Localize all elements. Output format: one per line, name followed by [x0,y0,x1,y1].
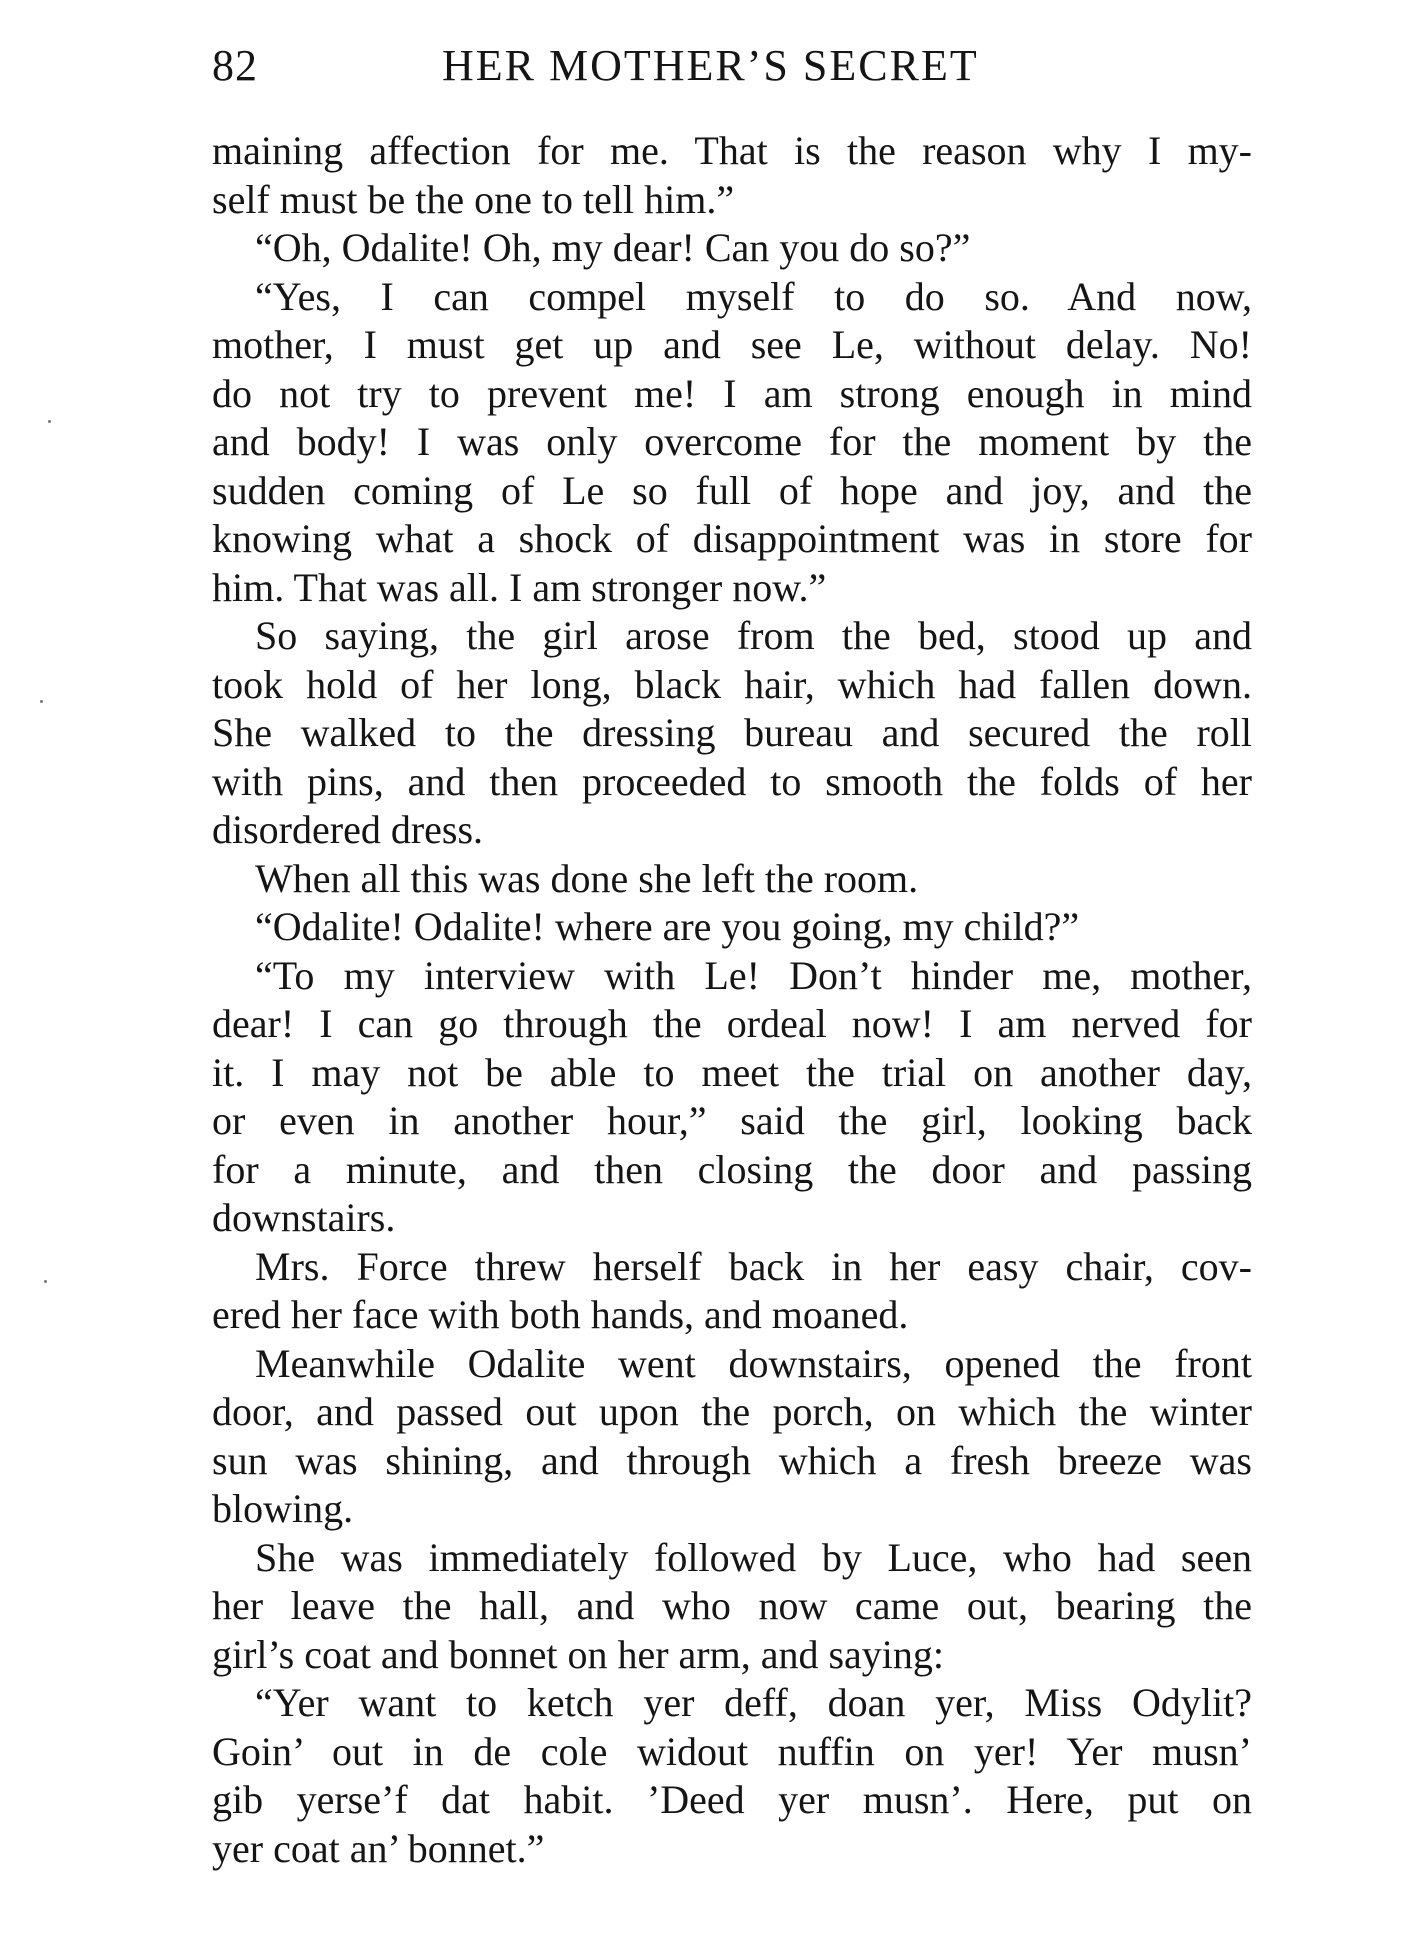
text-line: Meanwhile Odalite went downstairs, opened the front [255,1340,1252,1386]
text-line: self must be the one to tell him.” [212,176,735,222]
text-line: sun was shining, and through which a fresh breeze was [212,1437,1252,1483]
text-line: her leave the hall, and who now came out, bearing the [212,1583,1252,1628]
text-line: and body! I was only overcome for the moment by the [212,419,1252,464]
text-line: Mrs. Force threw herself back in her easy chair, cov- [255,1243,1252,1289]
text-line: knowing what a shock of disappointment was in store for [212,516,1252,561]
text-line: do not try to prevent me! I am strong enough in mind [212,370,1252,416]
text-line: She was immediately followed by Luce, who had seen [255,1534,1252,1580]
text-line: “Yer want to ketch yer deff, doan yer, Miss Odylit? [255,1680,1252,1725]
text-line: gib yerse’f dat habit. ’Deed yer musn’. Here, put on [212,1777,1252,1822]
page-number: 82 [212,41,258,90]
text-line: for a minute, and then closing the door and passing [212,1146,1252,1192]
text-line: it. I may not be able to meet the trial on another day, [212,1049,1252,1095]
text-line: Goin’ out in de cole widout nuffin on yer! Yer musn’ [212,1728,1252,1774]
scan-speck [48,420,51,423]
text-line: mother, I must get up and see Le, without delay. No! [212,322,1252,367]
text-line: downstairs. [212,1195,396,1240]
text-line: disordered dress. [212,807,484,852]
body-text [212,127,1252,1873]
page-header [212,36,1252,96]
text-line: dear! I can go through the ordeal now! I am nerved for [212,1001,1252,1046]
text-line: blowing. [212,1486,354,1531]
text-line: “To my interview with Le! Don’t hinder me, mother, [255,952,1252,998]
text-line: “Oh, Odalite! Oh, my dear! Can you do so?” [255,225,971,270]
scan-speck [44,1280,47,1283]
text-line: or even in another hour,” said the girl, looking back [212,1098,1252,1143]
text-line: When all this was done she left the room. [255,855,919,901]
text-line: maining affection for me. That is the reason why I my- [212,128,1252,173]
text-line: yer coat an’ bonnet.” [212,1825,545,1871]
running-title: HER MOTHER’S SECRET [442,41,979,90]
text-line: door, and passed out upon the porch, on which the winter [212,1389,1252,1434]
text-line: with pins, and then proceeded to smooth the folds of her [212,758,1252,804]
text-line: sudden coming of Le so full of hope and joy, and the [212,467,1252,513]
text-line: him. That was all. I am stronger now.” [212,564,827,610]
text-line: She walked to the dressing bureau and secured the roll [212,710,1252,755]
text-line: ered her face with both hands, and moaned. [212,1292,909,1337]
text-line: “Yes, I can compel myself to do so. And now, [255,273,1252,319]
text-line: girl’s coat and bonnet on her arm, and saying: [212,1631,945,1677]
text-line: So saying, the girl arose from the bed, stood up and [255,613,1252,658]
scan-speck [40,700,43,703]
text-line: took hold of her long, black hair, which had fallen down. [212,661,1252,707]
text-line: “Odalite! Odalite! where are you going, my child?” [255,904,1080,949]
